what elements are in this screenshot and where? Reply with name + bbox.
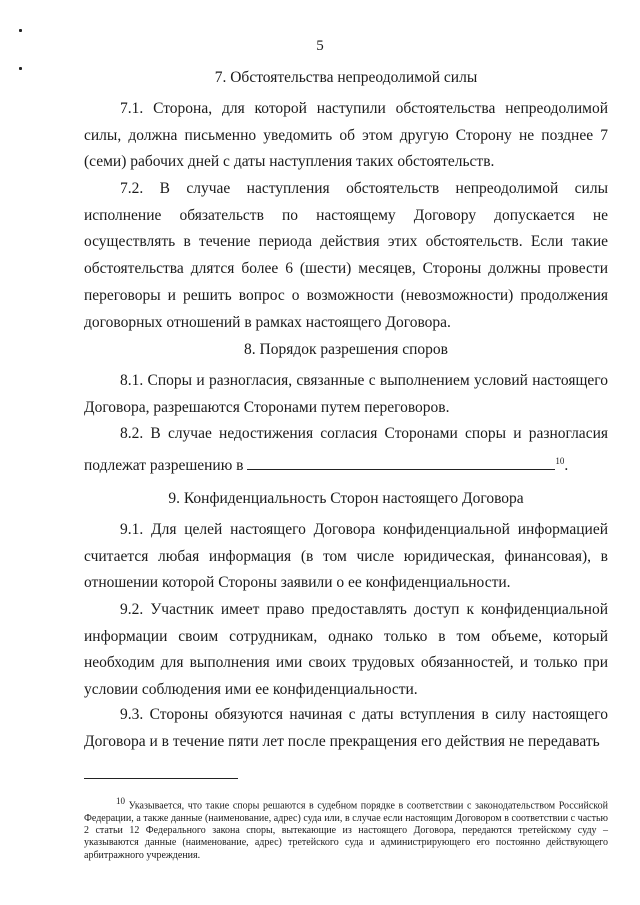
paragraph-9-2: 9.2. Участник имеет право предоставлять доступ к конфиденциальной информации своим сотрудникам, однако только в том объеме, который необходим для выполнения ими своих трудовых обязанностей, и только при условии соблюдения ими ее конфиденциальности.: [84, 601, 608, 699]
section-8-title: 8. Порядок разрешения споров: [244, 341, 448, 358]
section-9-title: 9. Конфиденциальность Сторон настоящего Договора: [168, 490, 524, 507]
paragraph-8-2-end: .: [564, 456, 569, 474]
paragraph-7-2: 7.2. В случае наступления обстоятельств непреодолимой силы исполнение обязательств по настоящему Договору допускается не осуществлять в течение периода действия этих обстоятельств. Если такие обстоятельства длятся более 6 (шести) месяцев, Стороны должны провести переговоры и решить вопрос о возможности (невозможности) продолжения договорных отношений в рамках настоящего Договора.: [84, 180, 608, 331]
footnote-text: Указывается, что такие споры решаются в судебном порядке в соответствии с законодательством Российской Федерации, а также данные (наименование, адрес) суда или, в случае если настоящим Договором в соответствии с частью 2 статьи 12 Федерального закона споры, вытекающие из настоящего Договора, передаются третейскому суду – указываются данные (наименование, адрес) третейского суда и администрирующего его постоянно действующего арбитражного учреждения.: [84, 800, 608, 861]
footnote-separator: [84, 778, 238, 779]
footnote-10: [84, 795, 608, 862]
paragraph-9-3: 9.3. Стороны обязуются начиная с даты вступления в силу настоящего Договора и в течение пяти лет после прекращения его действия не передавать: [84, 706, 608, 750]
section-7-title: 7. Обстоятельства непреодолимой силы: [214, 69, 478, 86]
scan-mark-top: [19, 29, 22, 32]
paragraph-8-2: [84, 421, 608, 480]
paragraph-7-1: 7.1. Сторона, для которой наступили обстоятельства непреодолимой силы, должна письменно уведомить об этом другую Сторону не позднее 7 (семи) рабочих дней с даты наступления таких обстоятельств.: [84, 100, 608, 171]
paragraph-9-1: 9.1. Для целей настоящего Договора конфиденциальной информацией считается любая информация (в том числе юридическая, финансовая), в отношении которой Стороны заявили о ее конфиденциальности.: [84, 521, 608, 592]
page-number: 5: [316, 38, 324, 54]
footnote-ref-10: 10: [555, 455, 565, 466]
paragraph-8-1: 8.1. Споры и разногласия, связанные с выполнением условий настоящего Договора, разрешаются Сторонами путем переговоров.: [84, 372, 608, 416]
paragraph-8-2-text: 8.2. В случае недостижения согласия Сторонами споры и разногласия подлежат разрешению в: [84, 425, 608, 474]
scan-mark-bottom: [19, 67, 22, 70]
footnote-number: 10: [116, 796, 125, 806]
court-blank-line: [247, 457, 555, 470]
